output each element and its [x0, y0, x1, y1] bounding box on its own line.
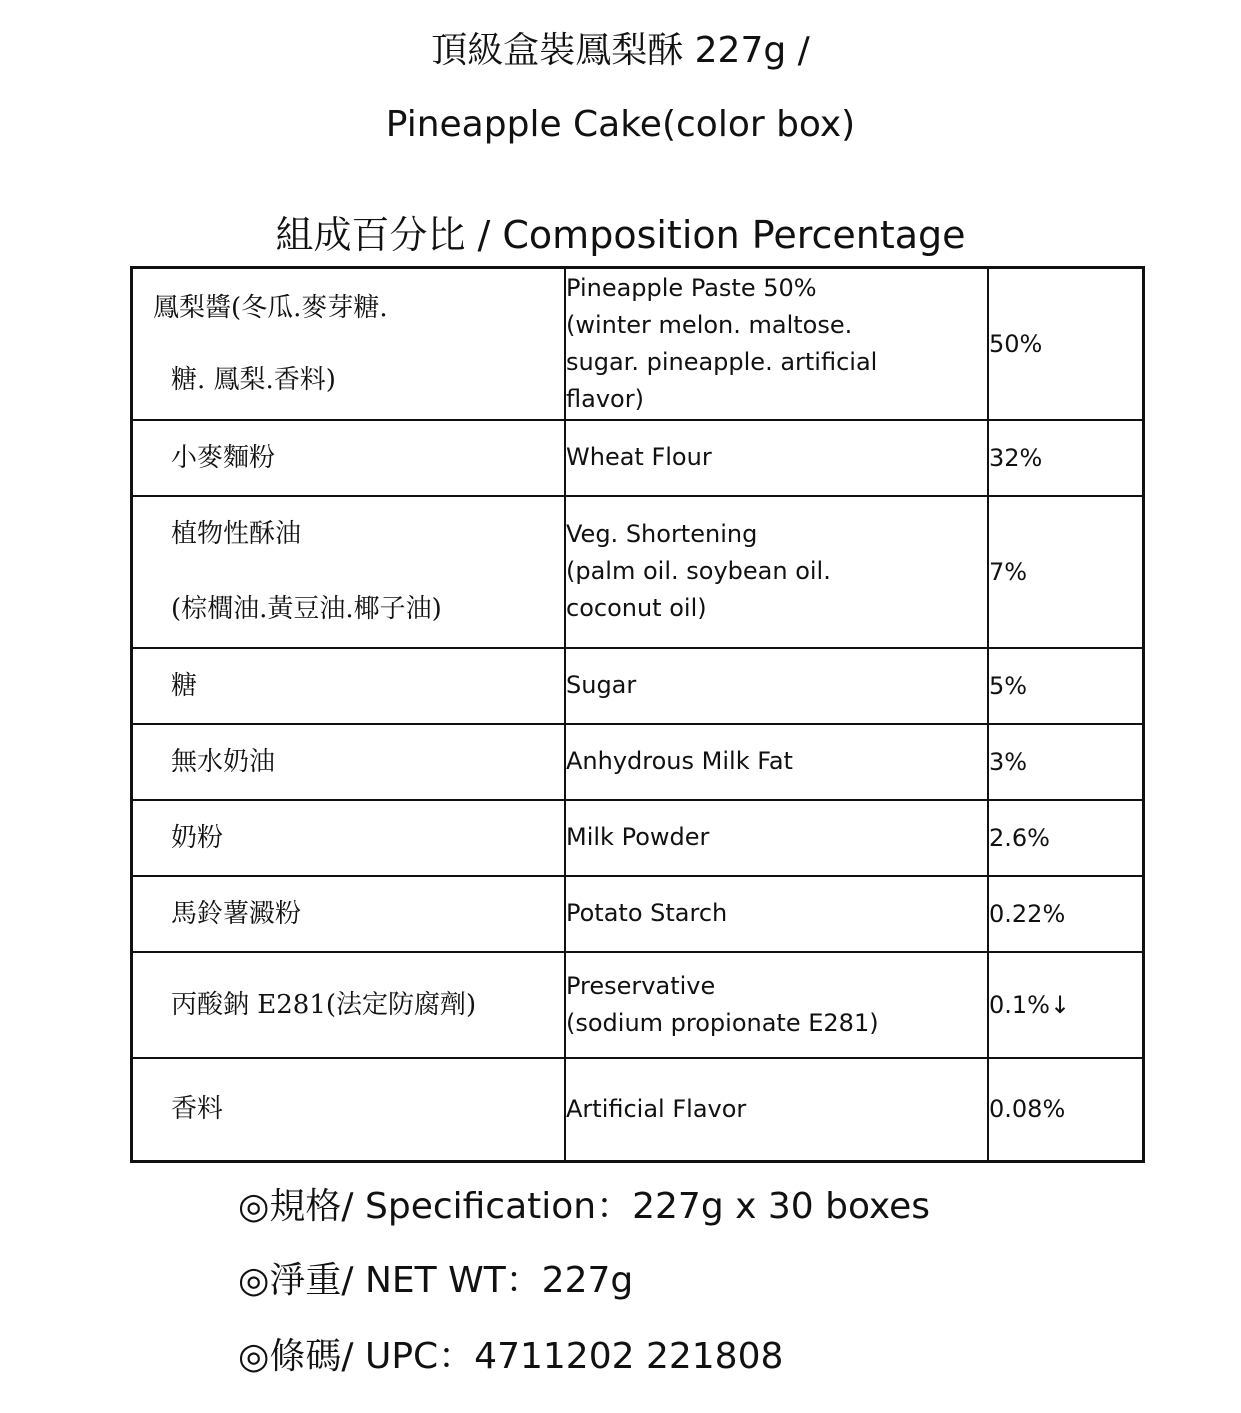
percentage-cell: 32%	[988, 420, 1144, 496]
ingredient-zh-cell	[132, 648, 566, 724]
table-row	[132, 952, 1144, 1058]
percentage-cell: 50%	[988, 268, 1144, 420]
table-row	[132, 496, 1144, 648]
product-title-english: Pineapple Cake(color box)	[385, 104, 856, 145]
percentage-cell: 2.6%	[988, 800, 1144, 876]
ingredient-zh-text: 奶粉	[171, 822, 224, 853]
table-row	[132, 648, 1144, 724]
ingredient-en-text: (palm oil. soybean oil.	[566, 557, 831, 585]
ingredient-en-text: flavor)	[566, 384, 644, 413]
ingredient-en-cell	[565, 724, 988, 800]
ingredient-zh-cell	[132, 876, 566, 952]
ingredient-zh-cell	[132, 724, 566, 800]
percentage-cell: 0.08%	[988, 1058, 1144, 1162]
ingredient-en-text: Pineapple Paste 50%	[566, 273, 817, 302]
upc-line: ◎條碼/ UPC：4711202 221808	[238, 1336, 784, 1377]
percentage-cell: 0.22%	[988, 876, 1144, 952]
percentage-cell: 3%	[988, 724, 1144, 800]
product-title-chinese: 頂級盒裝鳳梨酥 227g /	[431, 30, 810, 71]
ingredient-zh-text: 丙酸鈉 E281(法定防腐劑)	[171, 989, 477, 1020]
ingredient-zh-cell	[132, 268, 566, 420]
ingredient-en-cell	[565, 1058, 988, 1162]
table-row	[132, 1058, 1144, 1162]
ingredient-en-text: Potato Starch	[566, 899, 728, 927]
ingredient-en-text: (winter melon. maltose.	[566, 310, 853, 339]
ingredient-zh-text: 糖	[171, 670, 198, 701]
ingredient-zh-text: 植物性酥油	[171, 518, 302, 549]
ingredient-zh-cell	[132, 800, 566, 876]
ingredient-en-text: coconut oil)	[566, 594, 707, 622]
table-row	[132, 420, 1144, 496]
ingredient-en-cell	[565, 800, 988, 876]
table-row	[132, 876, 1144, 952]
table-row	[132, 268, 1144, 420]
ingredient-zh-text: 鳳梨醬(冬瓜.麥芽糖.	[153, 292, 388, 323]
ingredient-zh-cell	[132, 952, 566, 1058]
ingredient-zh-text: 香料	[171, 1094, 224, 1125]
ingredient-en-cell	[565, 268, 988, 420]
ingredient-en-text: Sugar	[566, 671, 637, 699]
table-row	[132, 724, 1144, 800]
ingredient-zh-text: (棕櫚油.黃豆油.椰子油)	[171, 593, 442, 624]
specification-line: ◎規格/ Specification：227g x 30 boxes	[238, 1186, 930, 1227]
ingredient-en-text: Artificial Flavor	[566, 1094, 747, 1123]
table-row	[132, 800, 1144, 876]
ingredient-en-text: Veg. Shortening	[566, 520, 758, 548]
ingredient-zh-cell	[132, 496, 566, 648]
ingredient-en-text: Anhydrous Milk Fat	[566, 747, 793, 775]
composition-table	[130, 266, 1145, 1163]
ingredient-en-text: Milk Powder	[566, 823, 710, 851]
ingredient-en-cell	[565, 496, 988, 648]
ingredient-en-text: Preservative	[566, 971, 716, 1000]
ingredient-zh-text: 無水奶油	[171, 746, 276, 777]
percentage-cell: 7%	[988, 496, 1144, 648]
ingredient-zh-cell	[132, 420, 566, 496]
ingredient-zh-text: 小麥麵粉	[171, 442, 276, 473]
ingredient-en-text: sugar. pineapple. artificial	[566, 347, 878, 376]
ingredient-en-cell	[565, 420, 988, 496]
ingredient-en-cell	[565, 952, 988, 1058]
ingredient-en-cell	[565, 648, 988, 724]
ingredient-zh-text: 糖. 鳳梨.香料)	[171, 364, 336, 395]
ingredient-en-cell	[565, 876, 988, 952]
ingredient-en-text: (sodium propionate E281)	[566, 1008, 879, 1037]
composition-heading: 組成百分比 / Composition Percentage	[275, 213, 966, 257]
percentage-cell: 0.1%↓	[988, 952, 1144, 1058]
net-weight-line: ◎淨重/ NET WT：227g	[238, 1260, 634, 1301]
ingredient-en-text: Wheat Flour	[566, 443, 712, 471]
ingredient-zh-cell	[132, 1058, 566, 1162]
percentage-cell: 5%	[988, 648, 1144, 724]
ingredient-zh-text: 馬鈴薯澱粉	[171, 898, 302, 929]
